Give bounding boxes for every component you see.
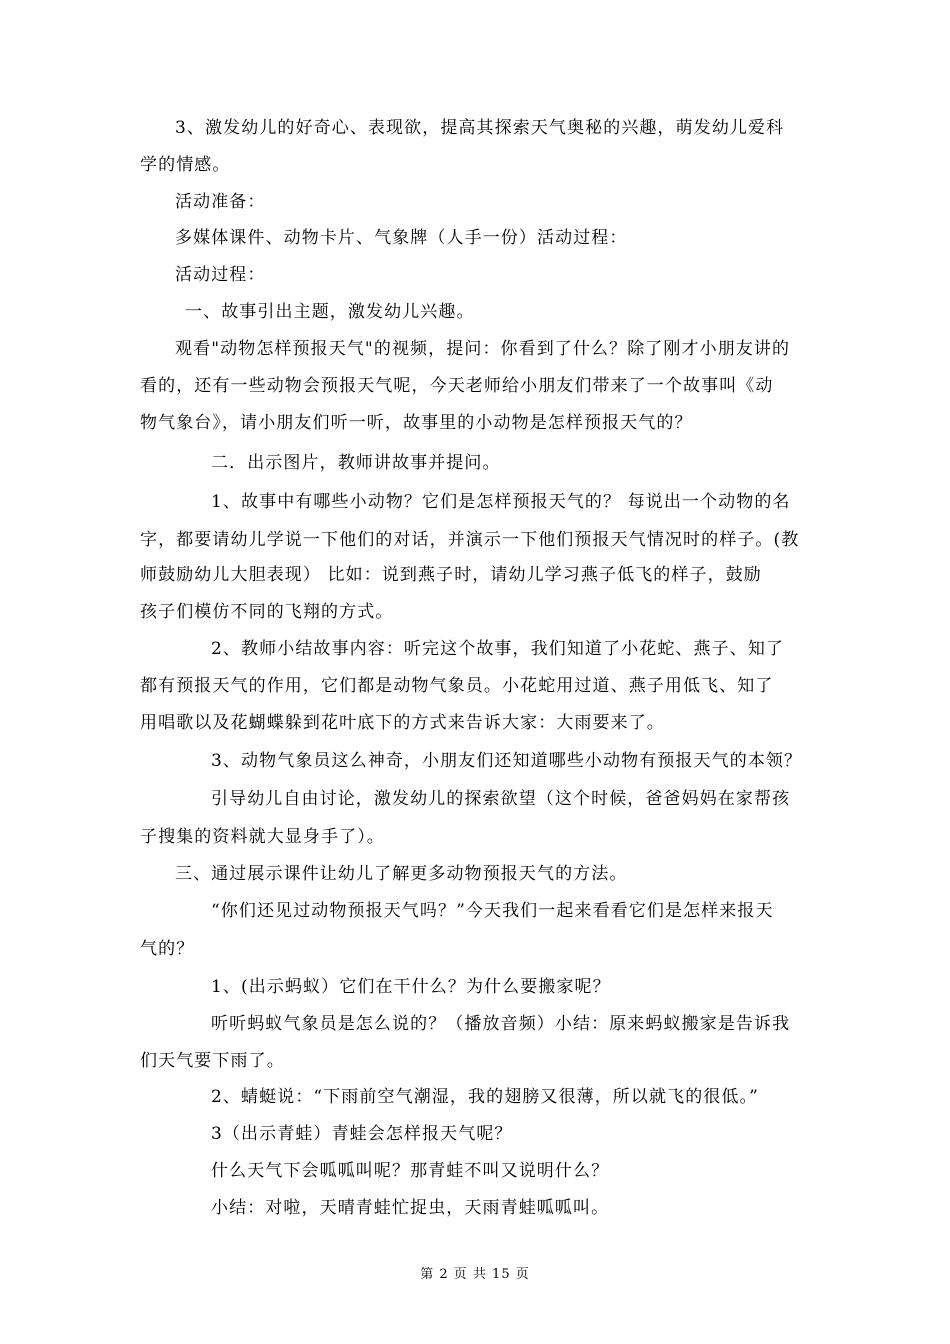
text-line: 3、激发幼儿的好奇心、表现欲，提高其探索天气奥秘的兴趣，萌发幼儿爱科 <box>175 118 785 138</box>
text-line: 多媒体课件、动物卡片、气象牌（人手一份）活动过程： <box>175 228 628 248</box>
text-line: 一、故事引出主题，激发幼儿兴趣。 <box>185 302 475 322</box>
text-line: 3、动物气象员这么神奇，小朋友们还知道哪些小动物有预报天气的本领？ <box>211 751 803 771</box>
text-line: 2、蜻蜓说：“下雨前空气潮湿，我的翅膀又很薄，所以就飞的很低。” <box>211 1087 759 1107</box>
text-line: 引导幼儿自由讨论，激发幼儿的探索欲望（这个时候，爸爸妈妈在家帮孩 <box>211 789 791 809</box>
text-line: 用唱歌以及花蝴蝶躲到花叶底下的方式来告诉大家：大雨要来了。 <box>140 713 665 733</box>
text-line: “你们还见过动物预报天气吗？”今天我们一起来看看它们是怎样来报天 <box>211 901 774 921</box>
text-line: 观看"动物怎样预报天气"的视频，提问：你看到了什么？除了刚才小朋友讲的 <box>175 339 791 359</box>
text-line: 物气象台》，请小朋友们听一听，故事里的小动物是怎样预报天气的？ <box>140 413 693 433</box>
text-line: 1、故事中有哪些小动物？它们是怎样预报天气的？ 每说出一个动物的名 <box>211 492 791 512</box>
text-line: 师鼓励幼儿大胆表现） 比如：说到燕子时，请幼儿学习燕子低飞的样子，鼓励 <box>140 565 762 585</box>
text-line: 子搜集的资料就大显身手了）。 <box>140 827 385 847</box>
text-line: 3（出示青蛙）青蛙会怎样报天气呢？ <box>211 1124 513 1144</box>
text-line: 三、通过展示课件让幼儿了解更多动物预报天气的方法。 <box>175 864 628 884</box>
text-line: 看的，还有一些动物会预报天气呢，今天老师给小朋友们带来了一个故事叫《动 <box>140 376 774 396</box>
text-line: 活动准备： <box>175 192 266 212</box>
text-line: 字，都要请幼儿学说一下他们的对话，并演示一下他们预报天气情况时的样子。(教 <box>140 530 800 550</box>
text-line: 学的情感。 <box>140 155 231 175</box>
text-line: 二．出示图片，教师讲故事并提问。 <box>211 453 501 473</box>
text-line: 活动过程： <box>175 265 266 285</box>
page-number-footer: 第 2 页 共 15 页 <box>420 1267 530 1282</box>
text-line: 1、(出示蚂蚁）它们在干什么？为什么要搬家呢？ <box>211 977 611 997</box>
text-line: 都有预报天气的作用，它们都是动物气象员。小花蛇用过道、燕子用低飞、知了 <box>140 676 774 696</box>
text-line: 气的？ <box>140 939 195 959</box>
text-line: 2、教师小结故事内容：听完这个故事，我们知道了小花蛇、燕子、知了 <box>211 639 785 659</box>
text-line: 什么天气下会呱呱叫呢？那青蛙不叫又说明什么？ <box>211 1161 610 1181</box>
text-line: 们天气要下雨了。 <box>140 1051 285 1071</box>
text-line: 小结：对啦，天晴青蛙忙捉虫，天雨青蛙呱呱叫。 <box>211 1198 610 1218</box>
text-line: 孩子们模仿不同的飞翔的方式。 <box>140 602 394 622</box>
text-line: 听听蚂蚁气象员是怎么说的？（播放音频）小结：原来蚂蚁搬家是告诉我 <box>211 1014 791 1034</box>
